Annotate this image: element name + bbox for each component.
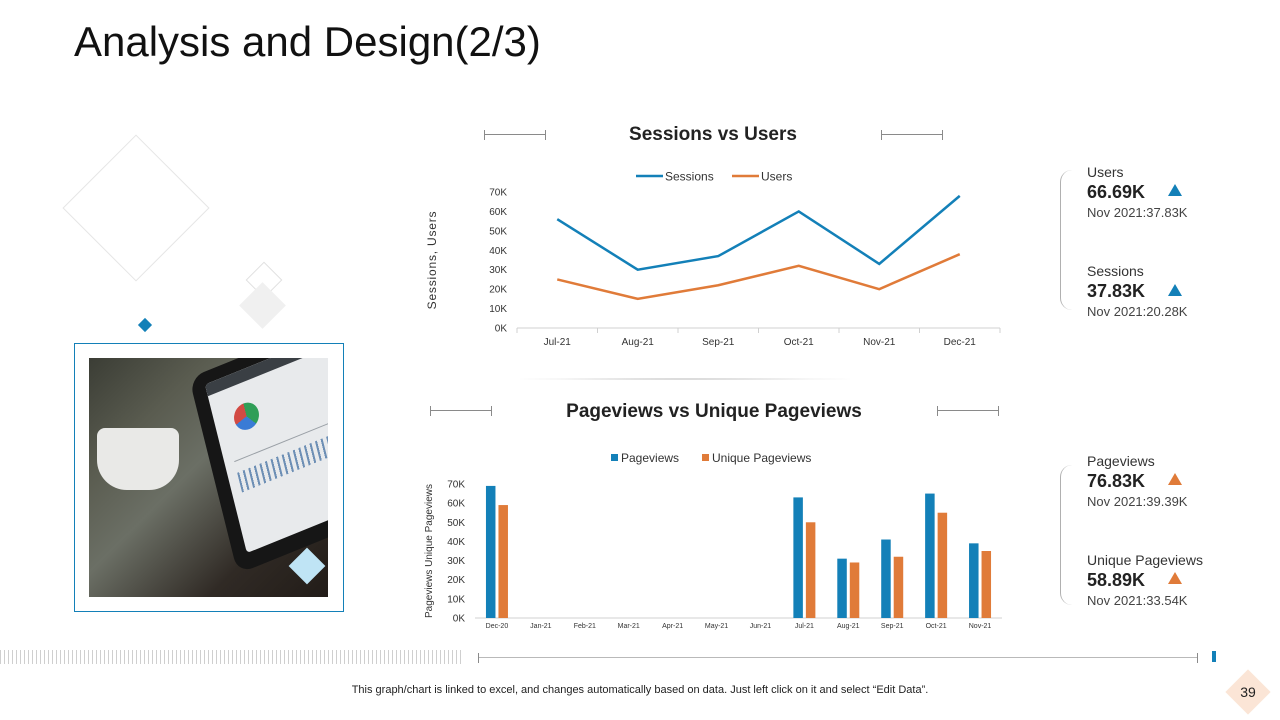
chart2-y-tick-label: 30K <box>447 556 465 568</box>
chart2-x-tick-label: Sep-21 <box>880 623 904 630</box>
chart2-title: Pageviews vs Unique Pageviews <box>566 401 862 422</box>
chart2-y-tick-label: 60K <box>447 498 465 510</box>
sessions-stat-value: 37.83K <box>1087 281 1146 301</box>
pageviews-bar-chart <box>420 440 1020 640</box>
chart2-bar-unique-pageviews <box>806 522 816 618</box>
chart2-y-tick-label: 70K <box>447 479 465 491</box>
chart2-y-tick-label: 0K <box>452 613 465 625</box>
chart1-y-tick-label: 0K <box>494 323 507 335</box>
tablet-shape <box>189 358 328 574</box>
coffee-cup-shape <box>97 428 179 490</box>
sessions-panel-brace <box>1060 170 1073 310</box>
chart1-series-line-sessions <box>557 196 960 270</box>
bottom-rule <box>478 657 1198 658</box>
chart2-x-tick-label: Oct-21 <box>925 623 947 630</box>
chart1-x-tick-label: Jul-21 <box>543 337 571 348</box>
chart2-x-tick-label: Jul-21 <box>794 623 814 630</box>
decor-diamond-blue <box>138 318 152 332</box>
chart1-title: Sessions vs Users <box>629 124 797 145</box>
chart2-bar-pageviews <box>925 494 935 618</box>
page-number: 39 <box>1240 684 1256 700</box>
chart2-bar-pageviews <box>486 486 496 618</box>
chart2-x-tick-label: Jan-21 <box>530 623 552 630</box>
tablet-screen <box>205 358 328 553</box>
tablet-photo <box>89 358 328 597</box>
chart2-title-bracket-right <box>937 410 999 411</box>
chart1-y-tick-label: 50K <box>489 226 507 238</box>
chart2-bar-pageviews <box>837 559 847 618</box>
chart2-bar-unique-pageviews <box>498 505 508 618</box>
chart2-bar-pageviews <box>881 540 891 618</box>
sessions-up-arrow-icon <box>1168 284 1182 296</box>
chart2-y-tick-label: 10K <box>447 594 465 606</box>
pageviews-stat-label: Pageviews <box>1087 453 1155 469</box>
pageviews-stat-value: 76.83K <box>1087 471 1146 491</box>
chart-divider <box>520 378 850 380</box>
chart2-legend-swatch-unique-pageviews <box>702 454 709 461</box>
chart2-legend-label-unique-pageviews: Unique Pageviews <box>712 451 812 465</box>
chart2-bar-unique-pageviews <box>850 562 860 618</box>
unique-stat-label: Unique Pageviews <box>1087 552 1203 568</box>
chart2-x-tick-label: Jun-21 <box>749 623 772 630</box>
sessions-stat-sub: Nov 2021:20.28K <box>1087 304 1188 319</box>
chart1-y-tick-label: 10K <box>489 304 507 316</box>
unique-up-arrow-icon <box>1168 572 1182 584</box>
pageviews-panel-brace <box>1060 465 1073 605</box>
users-stat-label: Users <box>1087 164 1124 180</box>
chart1-series-line-users <box>557 254 960 299</box>
chart2-x-tick-label: Apr-21 <box>662 623 684 630</box>
chart2-bar-unique-pageviews <box>982 551 992 618</box>
chart2-x-tick-label: Nov-21 <box>968 623 992 630</box>
users-stat-sub: Nov 2021:37.83K <box>1087 205 1188 220</box>
unique-stat-value: 58.89K <box>1087 570 1146 590</box>
chart2-y-tick-label: 50K <box>447 517 465 529</box>
users-stat-value: 66.69K <box>1087 182 1146 202</box>
chart2-y-tick-label: 20K <box>447 575 465 587</box>
users-up-arrow-icon <box>1168 184 1182 196</box>
chart1-y-tick-label: 70K <box>489 187 507 199</box>
bottom-blue-marker <box>1212 651 1216 662</box>
bottom-stripe-pattern <box>0 650 462 664</box>
chart1-x-tick-label: Nov-21 <box>863 337 896 348</box>
chart1-x-tick-label: Dec-21 <box>943 337 976 348</box>
chart1-title-bracket-right <box>881 134 943 135</box>
photo-diamond-accent <box>289 548 326 585</box>
chart2-legend-label-pageviews: Pageviews <box>621 451 680 465</box>
chart1-x-tick-label: Oct-21 <box>783 337 814 348</box>
chart1-x-tick-label: Sep-21 <box>702 337 735 348</box>
unique-stat-sub: Nov 2021:33.54K <box>1087 593 1188 608</box>
decor-diamond-large <box>62 134 209 281</box>
chart1-y-axis-label: Sessions, Users <box>425 210 439 310</box>
chart1-x-tick-label: Aug-21 <box>621 337 654 348</box>
chart2-x-tick-label: Dec-20 <box>485 623 509 630</box>
chart2-bar-unique-pageviews <box>938 513 948 618</box>
chart1-y-tick-label: 20K <box>489 284 507 296</box>
chart2-x-tick-label: Mar-21 <box>617 623 640 630</box>
chart1-y-tick-label: 60K <box>489 206 507 218</box>
chart2-x-tick-label: Aug-21 <box>837 623 860 630</box>
chart1-legend-label-users: Users <box>761 169 793 184</box>
chart2-bar-pageviews <box>969 543 979 618</box>
chart2-x-tick-label: May-21 <box>704 623 729 630</box>
chart1-y-tick-label: 30K <box>489 265 507 277</box>
chart2-bar-pageviews <box>793 497 803 618</box>
chart1-legend-label-sessions: Sessions <box>665 169 714 184</box>
pageviews-stat-sub: Nov 2021:39.39K <box>1087 494 1188 509</box>
slide-title: Analysis and Design(2/3) <box>74 18 541 65</box>
chart2-title-bracket-left <box>430 410 492 411</box>
chart2-legend-swatch-pageviews <box>611 454 618 461</box>
chart1-y-tick-label: 40K <box>489 245 507 257</box>
chart2-y-tick-label: 40K <box>447 536 465 548</box>
sessions-users-line-chart <box>420 160 1020 360</box>
sessions-stat-label: Sessions <box>1087 263 1144 279</box>
pageviews-up-arrow-icon <box>1168 473 1182 485</box>
decor-diamond-small-fill <box>239 282 286 329</box>
chart2-x-tick-label: Feb-21 <box>573 623 596 630</box>
footnote: This graph/chart is linked to excel, and changes automatically based on data. Just left click on it and select “Edit Data”. <box>351 684 929 696</box>
chart2-y-axis-label: Pageviews Unique Pageviews <box>424 484 435 618</box>
chart2-bar-unique-pageviews <box>894 557 904 618</box>
chart1-title-bracket-left <box>484 134 546 135</box>
